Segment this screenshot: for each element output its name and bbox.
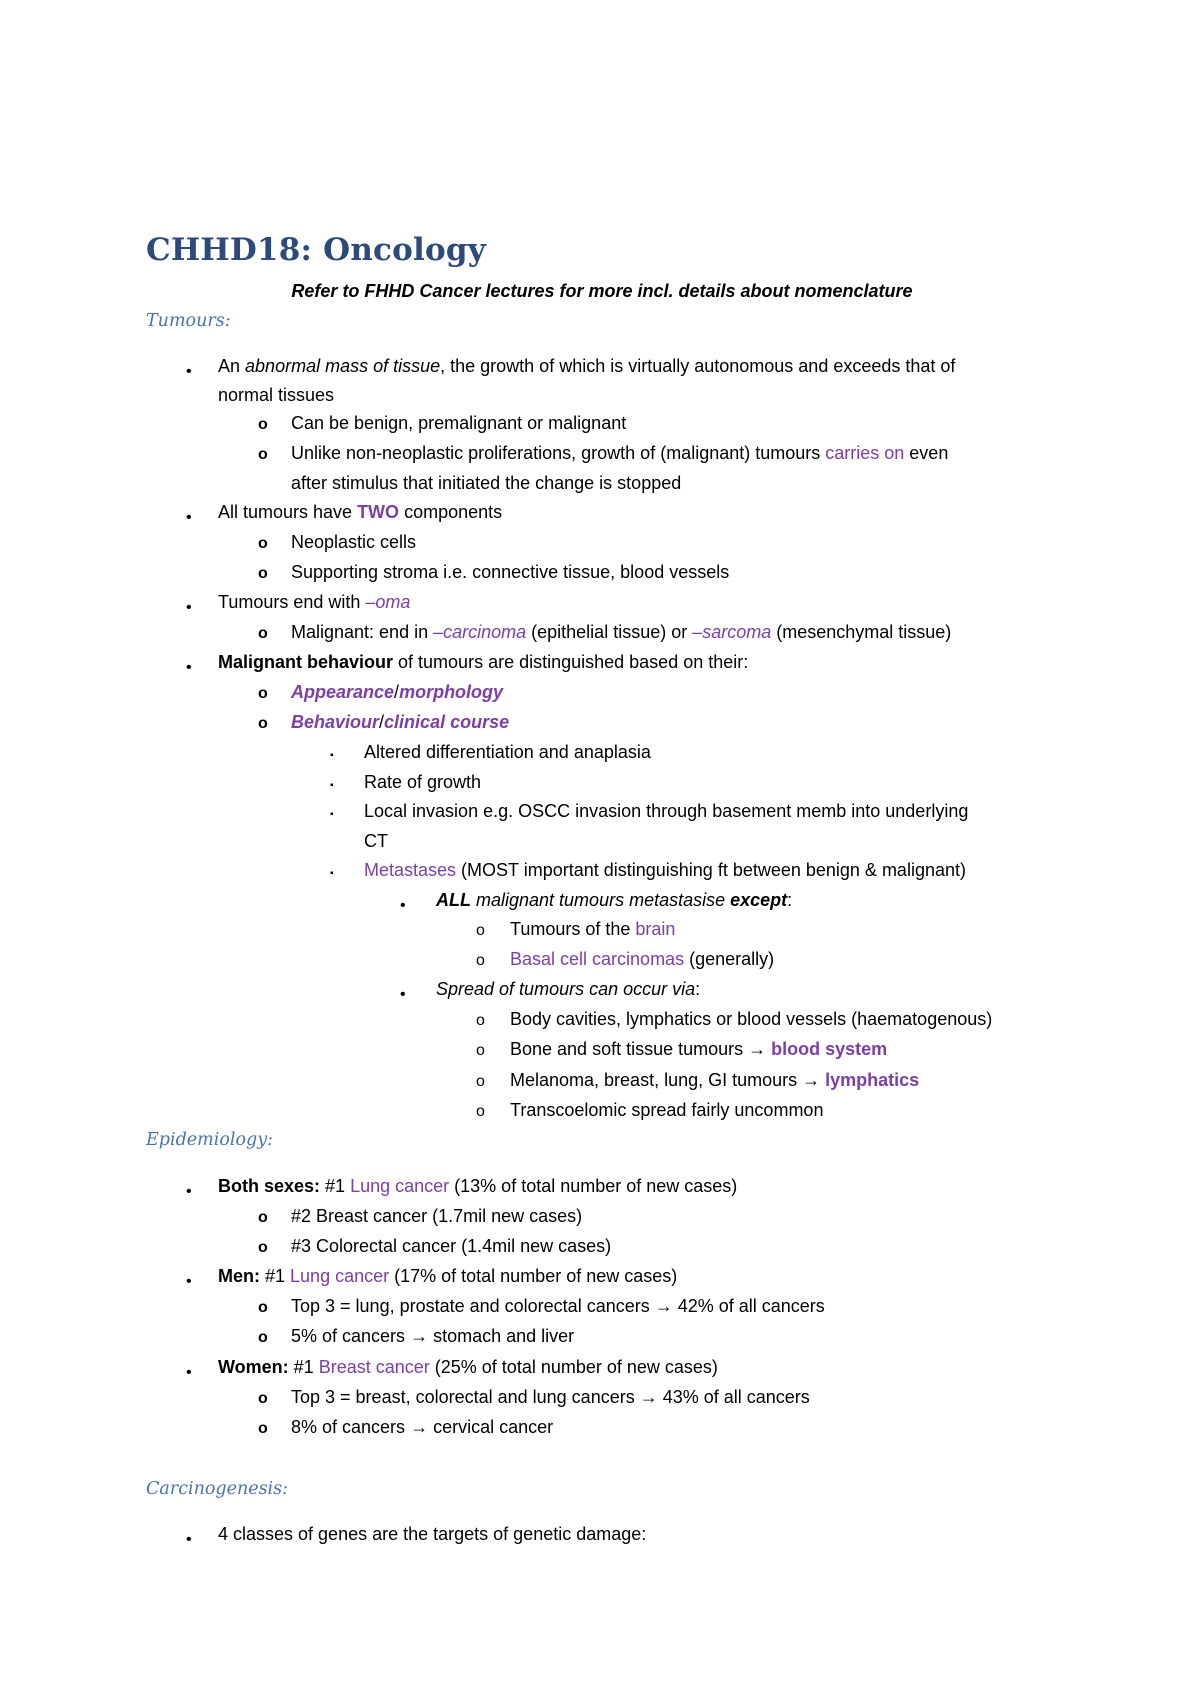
text: stomach and liver bbox=[428, 1326, 575, 1346]
text-emphasis: malignant tumours metastasise bbox=[471, 890, 731, 910]
arrow-right-icon: → bbox=[639, 1387, 658, 1407]
text-highlight: Metastases bbox=[364, 860, 457, 880]
list-item bbox=[510, 949, 774, 970]
text-highlight: Lung cancer bbox=[350, 1176, 450, 1196]
list-item: Rate of growth bbox=[364, 772, 482, 792]
list-item bbox=[510, 919, 675, 940]
sub-bullet-marker: o bbox=[258, 1390, 268, 1407]
bullet-marker: • bbox=[186, 363, 192, 380]
text: Tumours of the bbox=[510, 919, 636, 939]
text-highlight: Behaviour bbox=[291, 712, 380, 732]
bullet-marker: • bbox=[186, 1364, 192, 1381]
square-bullet-marker: ▪ bbox=[330, 780, 334, 791]
sub-bullet-marker: o bbox=[258, 1420, 268, 1437]
sub-bullet-marker: o bbox=[258, 625, 268, 642]
text: (17% of total number of new cases) bbox=[389, 1266, 678, 1286]
text: : bbox=[787, 890, 793, 910]
list-item bbox=[436, 890, 792, 911]
text-emphasis: Spread of tumours can occur via bbox=[436, 979, 696, 999]
list-item bbox=[291, 1417, 553, 1438]
arrow-right-icon: → bbox=[410, 1326, 429, 1346]
list-item bbox=[218, 592, 410, 613]
list-item-continuation: normal tissues bbox=[218, 385, 335, 405]
text: of tumours are distinguished based on their: bbox=[393, 652, 749, 672]
list-item-continuation: after stimulus that initiated the change is stopped bbox=[291, 473, 682, 493]
sub-bullet-marker: o bbox=[476, 1103, 485, 1120]
list-item: Neoplastic cells bbox=[291, 532, 417, 552]
section-heading-epidemiology: Epidemiology: bbox=[146, 1130, 273, 1150]
text-highlight: Basal cell carcinomas bbox=[510, 949, 685, 969]
text-highlight: Appearance bbox=[291, 682, 395, 702]
text: (epithelial tissue) or bbox=[526, 622, 693, 642]
list-item: Local invasion e.g. OSCC invasion through basement memb into underlying bbox=[364, 801, 969, 821]
list-item bbox=[218, 502, 502, 523]
text-highlight: –carcinoma bbox=[433, 622, 527, 642]
list-item bbox=[510, 1070, 919, 1091]
bullet-marker: • bbox=[186, 1273, 192, 1290]
sub-bullet-marker: o bbox=[476, 1073, 485, 1090]
list-item bbox=[291, 443, 948, 464]
list-item: Transcoelomic spread fairly uncommon bbox=[510, 1100, 824, 1120]
arrow-right-icon: → bbox=[802, 1070, 821, 1090]
text: All tumours have bbox=[218, 502, 358, 522]
text-highlight: lymphatics bbox=[825, 1070, 920, 1090]
square-bullet-marker: ▪ bbox=[330, 868, 334, 879]
list-item-continuation: CT bbox=[364, 831, 388, 851]
sub-bullet-marker: o bbox=[476, 1042, 485, 1059]
bullet-marker: • bbox=[186, 1531, 192, 1548]
bullet-marker: • bbox=[186, 509, 192, 526]
sub-bullet-marker: o bbox=[476, 922, 485, 939]
bullet-marker: • bbox=[186, 599, 192, 616]
text: Bone and soft tissue tumours bbox=[510, 1039, 749, 1059]
text: cervical cancer bbox=[428, 1417, 554, 1437]
list-item: #2 Breast cancer (1.7mil new cases) bbox=[291, 1206, 583, 1226]
text: 8% of cancers bbox=[291, 1417, 411, 1437]
text: / bbox=[394, 682, 400, 702]
text-highlight: –oma bbox=[365, 592, 411, 612]
text-highlight: clinical course bbox=[384, 712, 510, 732]
text-highlight: brain bbox=[635, 919, 676, 939]
text: (MOST important distinguishing ft between benign & malignant) bbox=[456, 860, 966, 880]
text-bold-italic: ALL bbox=[436, 890, 471, 910]
sub-bullet-marker: o bbox=[258, 1209, 268, 1226]
list-item bbox=[291, 1296, 825, 1317]
list-item bbox=[218, 1176, 737, 1197]
text: #1 bbox=[260, 1266, 291, 1286]
list-item: Can be benign, premalignant or malignant bbox=[291, 413, 627, 433]
list-item bbox=[218, 1357, 718, 1378]
text: Melanoma, breast, lung, GI tumours bbox=[510, 1070, 803, 1090]
square-bullet-marker: ▪ bbox=[330, 809, 334, 820]
text: , the growth of which is virtually autonomous and exceeds that of bbox=[440, 356, 956, 376]
sub-bullet-marker: o bbox=[258, 416, 268, 433]
text: Malignant: end in bbox=[291, 622, 434, 642]
bullet-marker: • bbox=[400, 897, 406, 914]
sub-bullet-marker: o bbox=[258, 1239, 268, 1256]
text-emphasis: abnormal mass of tissue bbox=[245, 356, 441, 376]
text: (13% of total number of new cases) bbox=[449, 1176, 738, 1196]
list-item: Altered differentiation and anaplasia bbox=[364, 742, 651, 762]
list-item bbox=[218, 356, 955, 377]
bullet-marker: • bbox=[186, 659, 192, 676]
list-item bbox=[291, 682, 503, 703]
section-heading-tumours: Tumours: bbox=[146, 311, 231, 331]
arrow-right-icon: → bbox=[410, 1417, 429, 1437]
text: 43% of all cancers bbox=[657, 1387, 810, 1407]
list-item: Supporting stroma i.e. connective tissue, blood vessels bbox=[291, 562, 730, 582]
text: / bbox=[379, 712, 385, 732]
bullet-marker: • bbox=[400, 986, 406, 1003]
text: (25% of total number of new cases) bbox=[429, 1357, 718, 1377]
text: (mesenchymal tissue) bbox=[771, 622, 952, 642]
list-item bbox=[510, 1039, 887, 1060]
text-highlight: Breast cancer bbox=[318, 1357, 430, 1377]
list-item bbox=[218, 652, 748, 673]
text: #1 bbox=[288, 1357, 319, 1377]
list-item bbox=[364, 860, 966, 881]
text-highlight: blood system bbox=[771, 1039, 888, 1059]
sub-bullet-marker: o bbox=[476, 952, 485, 969]
sub-bullet-marker: o bbox=[258, 1299, 268, 1316]
text-bold: Women: bbox=[218, 1357, 289, 1377]
text: Unlike non-neoplastic proliferations, growth of (malignant) tumours bbox=[291, 443, 826, 463]
text: Top 3 = lung, prostate and colorectal cancers bbox=[291, 1296, 655, 1316]
text-highlight: Lung cancer bbox=[290, 1266, 390, 1286]
list-item bbox=[218, 1266, 677, 1287]
sub-bullet-marker: o bbox=[258, 565, 268, 582]
list-item bbox=[291, 622, 951, 643]
text: 42% of all cancers bbox=[672, 1296, 825, 1316]
text-highlight: TWO bbox=[357, 502, 400, 522]
text-bold: Both sexes: bbox=[218, 1176, 321, 1196]
text-bold-italic: except bbox=[730, 890, 788, 910]
sub-bullet-marker: o bbox=[258, 685, 268, 702]
list-item bbox=[291, 1326, 574, 1347]
list-item: #3 Colorectal cancer (1.4mil new cases) bbox=[291, 1236, 612, 1256]
document-subtitle: Refer to FHHD Cancer lectures for more incl. details about nomenclature bbox=[291, 281, 913, 301]
list-item: Body cavities, lymphatics or blood vessels (haematogenous) bbox=[510, 1009, 993, 1029]
text-highlight: carries on bbox=[825, 443, 905, 463]
text-highlight: –sarcoma bbox=[692, 622, 772, 642]
list-item bbox=[291, 1387, 810, 1408]
text-bold: Men: bbox=[218, 1266, 260, 1286]
sub-bullet-marker: o bbox=[476, 1012, 485, 1029]
text: 5% of cancers bbox=[291, 1326, 411, 1346]
arrow-right-icon: → bbox=[654, 1296, 673, 1316]
text: even bbox=[904, 443, 949, 463]
list-item bbox=[436, 979, 700, 1000]
text: : bbox=[695, 979, 701, 999]
list-item bbox=[291, 712, 509, 733]
section-heading-carcinogenesis: Carcinogenesis: bbox=[146, 1479, 289, 1499]
arrow-right-icon: → bbox=[748, 1039, 767, 1059]
text: An bbox=[218, 356, 246, 376]
text: Top 3 = breast, colorectal and lung cancers bbox=[291, 1387, 640, 1407]
document-title: CHHD18: Oncology bbox=[146, 232, 486, 268]
square-bullet-marker: ▪ bbox=[330, 750, 334, 761]
sub-bullet-marker: o bbox=[258, 715, 268, 732]
list-item: 4 classes of genes are the targets of genetic damage: bbox=[218, 1524, 647, 1544]
text: components bbox=[399, 502, 503, 522]
text: #1 bbox=[320, 1176, 351, 1196]
text-bold: Malignant behaviour bbox=[218, 652, 394, 672]
sub-bullet-marker: o bbox=[258, 1329, 268, 1346]
sub-bullet-marker: o bbox=[258, 446, 268, 463]
text-highlight: morphology bbox=[399, 682, 504, 702]
text: (generally) bbox=[684, 949, 775, 969]
sub-bullet-marker: o bbox=[258, 535, 268, 552]
text: Tumours end with bbox=[218, 592, 366, 612]
bullet-marker: • bbox=[186, 1183, 192, 1200]
